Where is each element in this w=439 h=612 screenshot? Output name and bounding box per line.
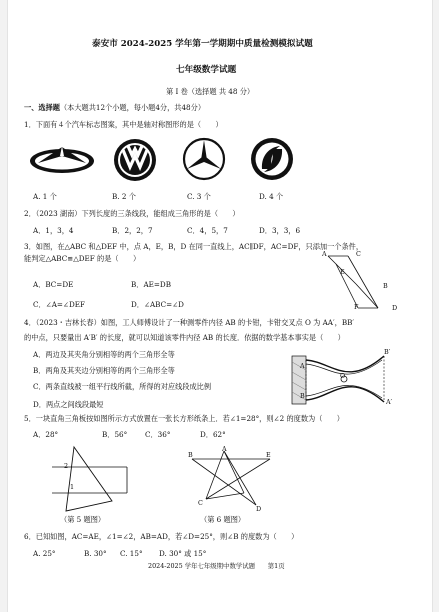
q3-option-a: A．BC=DE [33, 280, 74, 289]
q6-option-b: B. 30° [84, 549, 107, 558]
q1-option-d: D. 4 个 [259, 192, 284, 201]
q5-option-c: C．36° [145, 430, 171, 439]
q6-label-a: A [222, 445, 227, 453]
q4-option-b: B．两角及其夹边分别相等的两个三角形全等 [33, 366, 175, 375]
q5-option-d: D．62° [200, 430, 226, 439]
q6-label-e: E [266, 451, 271, 459]
q6-option-d: D. 30° 或 15° [159, 549, 207, 558]
q5-angle-2: 2 [64, 462, 69, 470]
q3-stem-line2: 能判定△ABC≌△DEF 的是（ ） [24, 254, 141, 263]
q6-label-b: B [188, 451, 193, 459]
page-right-edge [432, 0, 439, 612]
q4-label-a-prime: A′ [386, 398, 393, 406]
q6-label-d: D [256, 505, 262, 513]
q4-label-b-prime: B′ [384, 348, 391, 356]
q4-option-d: D．两点之间线段最短 [33, 400, 104, 409]
q1-option-b: B. 2 个 [112, 192, 136, 201]
q4-label-b: B [300, 392, 305, 400]
q1-option-c: C. 3 个 [187, 192, 211, 201]
q3-option-b: B．AE=DB [131, 280, 171, 289]
q6-option-c: C. 15° [120, 549, 143, 558]
q2-option-c: C．4，5，7 [187, 226, 228, 235]
q1-option-a: A. 1 个 [33, 192, 57, 201]
q2-option-d: D．3，3，6 [259, 226, 301, 235]
fig5-caption: （第 5 题图） [60, 515, 106, 524]
q5-option-b: B．56° [102, 430, 128, 439]
q3-label-a: A [322, 250, 327, 258]
q3-label-d: D [392, 304, 398, 312]
q6-stem: 6．已知如图，AC=AE，∠1=∠2，AB=AD，若∠D=25°，则∠B 的度数为（ ） [24, 532, 299, 541]
q4-label-o: O [340, 372, 346, 380]
exam-subtitle: 七年级数学试题 [176, 65, 237, 75]
q1-stem: 1．下面有４个汽车标志图案，其中是轴对称图形的是（ ） [24, 120, 223, 129]
q2-option-a: A．1，3，4 [33, 226, 74, 235]
exam-title: 泰安市 2024-2025 学年第一学期期中质量检测模拟试题 [92, 39, 313, 49]
q5-figure [52, 445, 132, 513]
q4-option-a: A．两边及其夹角分别相等的两个三角形全等 [33, 350, 175, 359]
q3-label-f: F [354, 303, 359, 311]
dongfeng-logo-icon [250, 137, 294, 181]
infiniti-logo-icon [28, 140, 96, 182]
q6-label-c: C [198, 499, 203, 507]
volkswagen-logo-icon [113, 138, 157, 182]
part1-label: 一、选择题 [24, 103, 60, 112]
page-footer: 2024-2025 学年七年级期中数学试题 第1页 [148, 562, 285, 570]
page-left-edge [0, 0, 8, 612]
q5-option-a: A．28° [33, 430, 59, 439]
section-header: 第 I 卷（选择题 共 48 分） [166, 87, 255, 96]
q5-stem: 5．一块直角三角板按如图所示方式放置在一张长方形纸条上．若∠1=28°，则∠2 的度数为（ ） [24, 414, 344, 423]
mercedes-logo-icon [182, 137, 226, 181]
q5-angle-1: 1 [70, 483, 75, 491]
q3-option-d: D．∠ABC=∠D [131, 300, 184, 309]
q2-option-b: B．2，2，7 [112, 226, 153, 235]
part1-heading [24, 103, 205, 112]
q4-option-c: C．两条直线被一组平行线所截，所得的对应线段成比例 [33, 382, 212, 391]
q3-stem-line1: 3．如图，在△ABC 和△DEF 中，点 A，E，B，D 在同一直线上，AC∥DF，AC=DF，只添加一个条件， [24, 242, 364, 251]
q4-stem-line1: 4．（2023・吉林长春）如图，工人师傅设计了一种测零件内径 AB 的卡钳，卡钳交叉点 O 为 AA′，BB′ [24, 318, 355, 327]
q3-label-c: C [356, 250, 361, 258]
fig6-caption: （第 6 题图） [200, 515, 246, 524]
part1-desc: （本大题共12个小题，每小题4分，共48分） [59, 103, 206, 112]
q3-label-e: E [340, 268, 345, 276]
q3-label-b: B [383, 282, 388, 290]
q4-stem-line2: 的中点，只要量出 A′B′ 的长度，就可以知道该零件内径 AB 的长度．依据的数学基本事实是（ ） [24, 333, 345, 342]
q4-label-a: A [300, 362, 305, 370]
q6-option-a: A. 25° [33, 549, 56, 558]
q3-option-c: C．∠A=∠DEF [33, 300, 85, 309]
q2-stem: 2．（2023 湖南）下列长度的三条线段，能组成三角形的是（ ） [24, 209, 240, 218]
